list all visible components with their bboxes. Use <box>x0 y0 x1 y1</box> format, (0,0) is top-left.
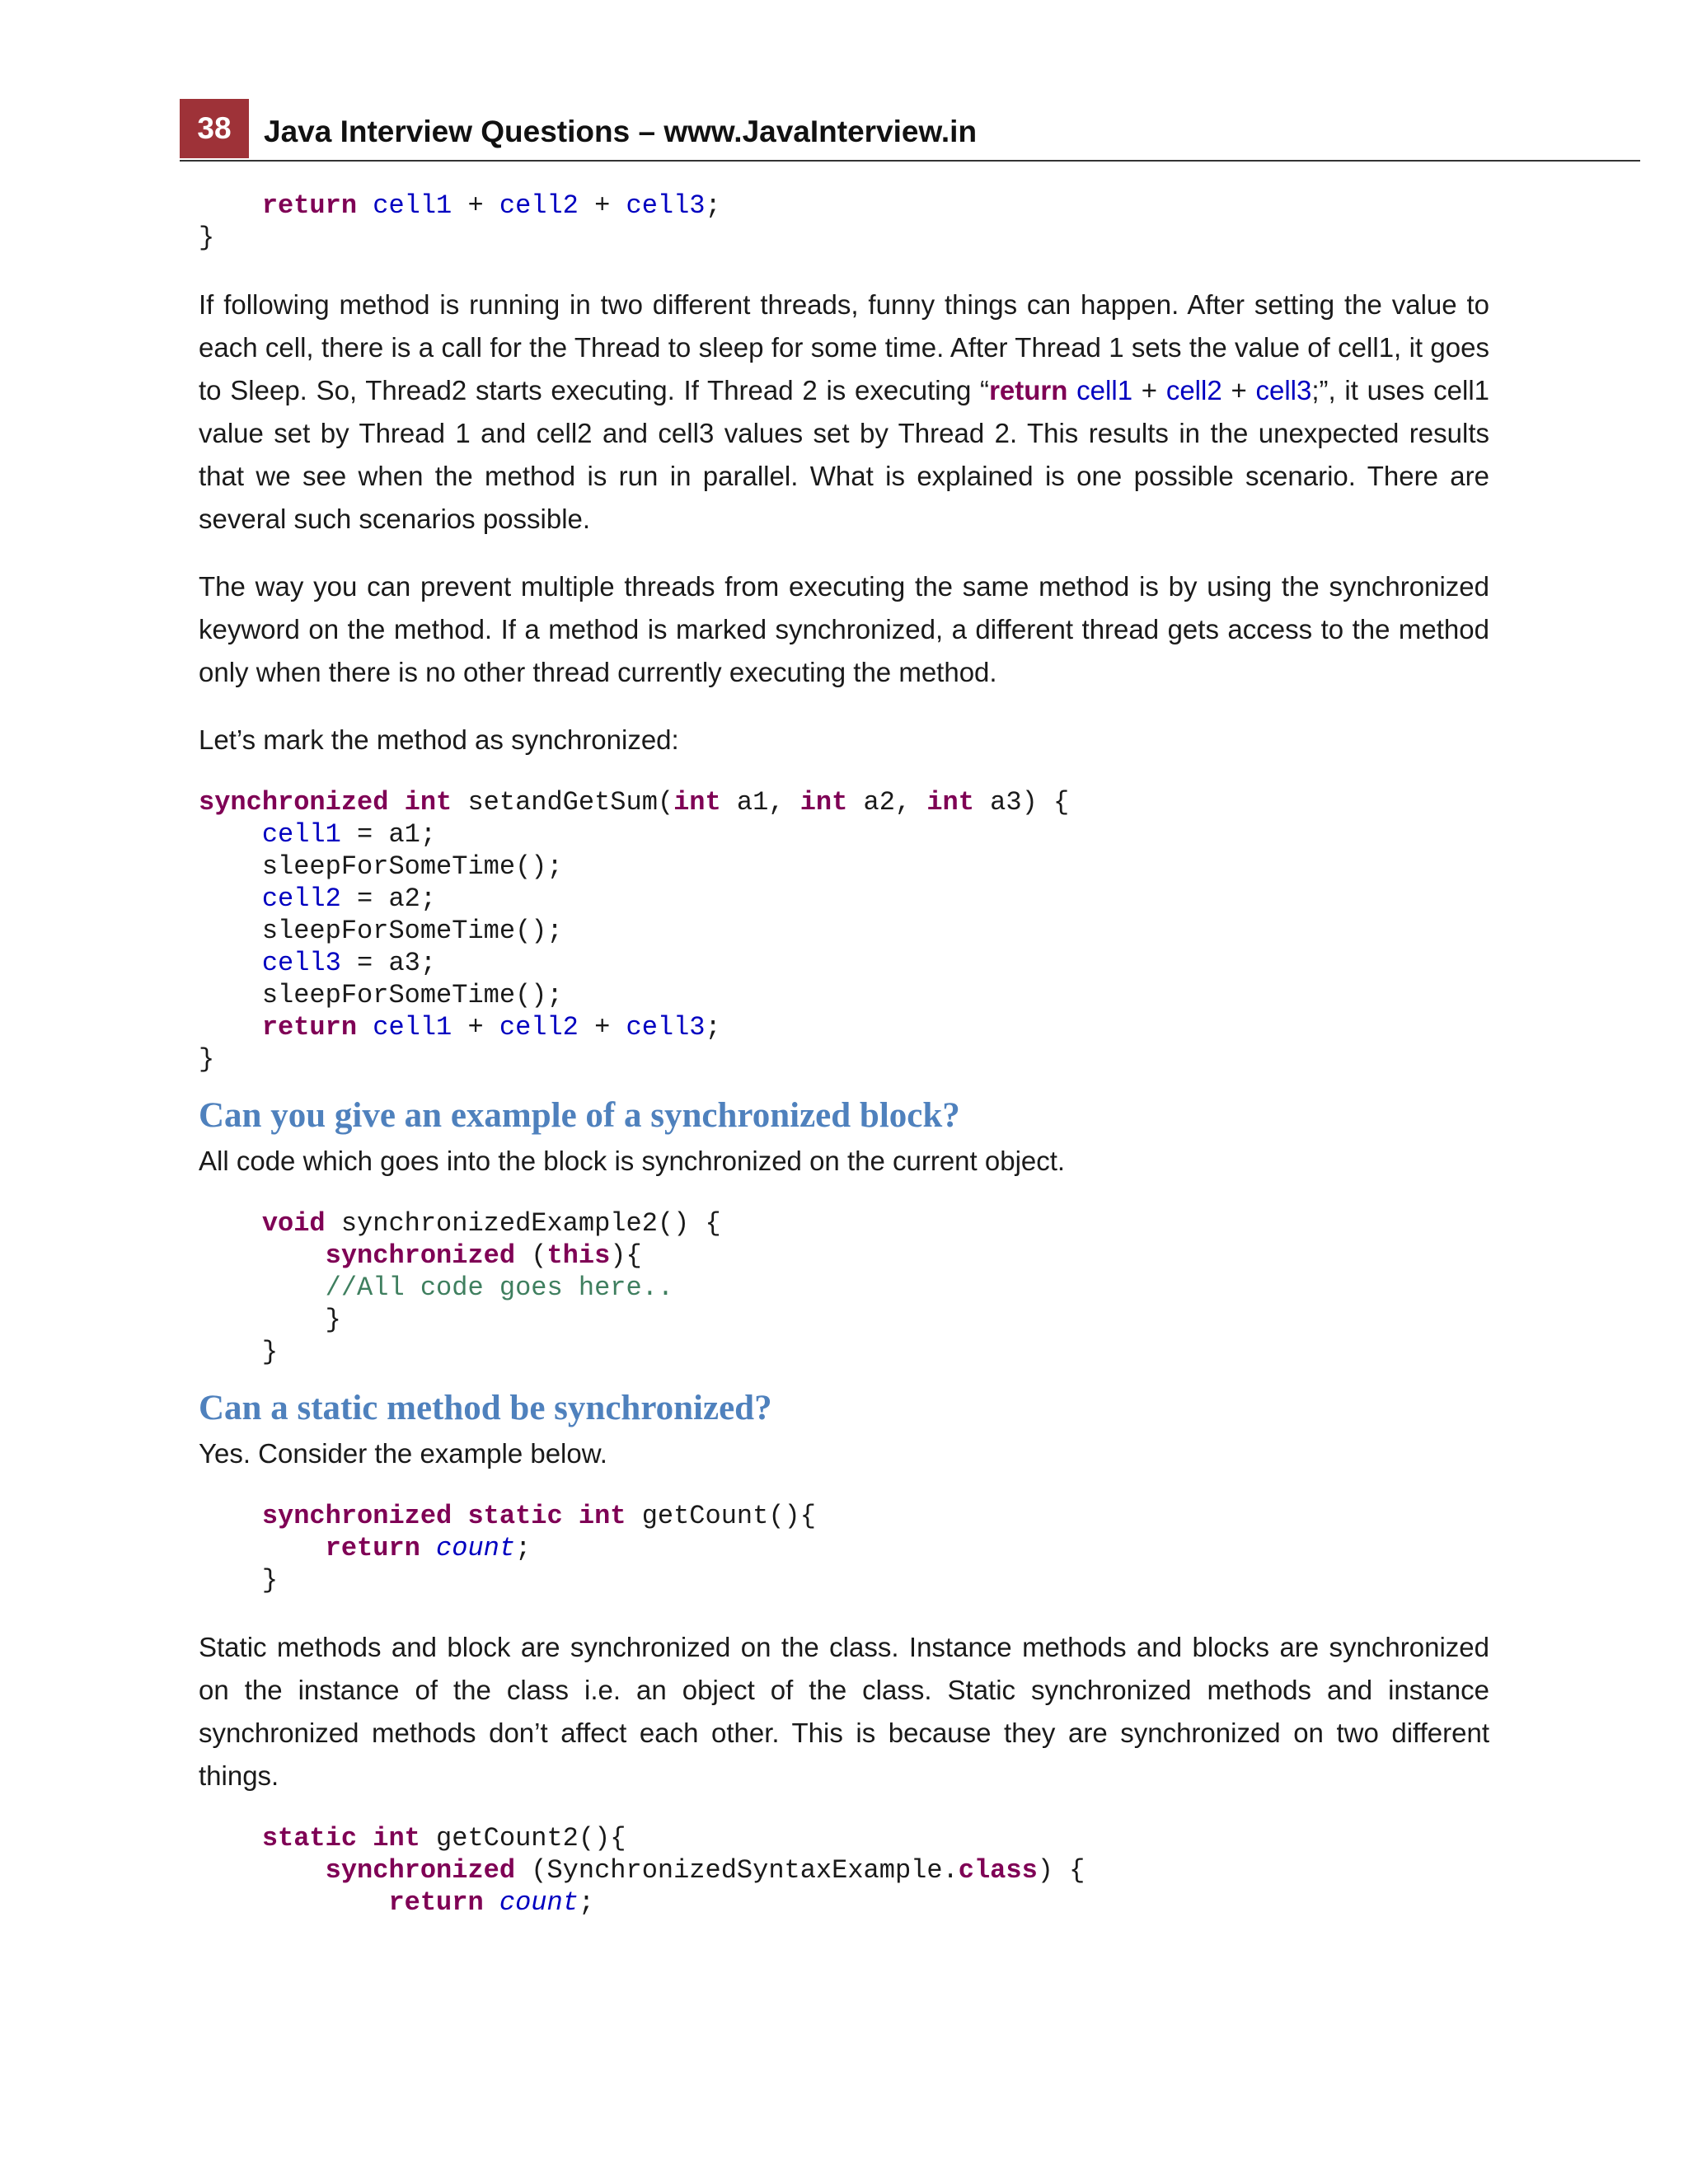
code-text: } <box>199 223 215 253</box>
code-text: ; <box>515 1533 532 1563</box>
code-field: cell3 <box>626 1012 706 1043</box>
code-keyword: static <box>467 1501 563 1531</box>
code-comment: //All code goes here.. <box>325 1272 674 1303</box>
code-keyword: int <box>926 787 974 818</box>
code-keyword: synchronized <box>325 1240 516 1271</box>
code-keyword: static <box>261 1823 358 1854</box>
code-text: sleepForSomeTime(); <box>261 980 563 1010</box>
code-text: ( <box>515 1240 547 1271</box>
code-field: cell2 <box>261 883 341 914</box>
code-keyword: return <box>261 190 358 221</box>
inline-keyword: return <box>989 375 1068 405</box>
code-text: a3) { <box>973 787 1070 818</box>
paragraph-block-description: All code which goes into the block is synchronized on the current object. <box>199 1146 1066 1176</box>
code-field: cell3 <box>626 190 706 221</box>
code-keyword: return <box>388 1887 484 1918</box>
code-text: synchronizedExample2() { <box>325 1208 721 1239</box>
code-snippet-synchronized-block <box>199 1207 1489 1368</box>
code-field: cell1 <box>261 819 341 850</box>
code-text: ) { <box>1037 1855 1085 1886</box>
code-text: (SynchronizedSyntaxExample. <box>515 1855 959 1886</box>
code-text: } <box>325 1305 341 1335</box>
code-text: ){ <box>610 1240 642 1271</box>
code-keyword: int <box>673 787 721 818</box>
code-keyword: this <box>546 1240 611 1271</box>
paragraph-space <box>1067 375 1076 405</box>
code-text: ; <box>705 1012 721 1043</box>
running-title: Java Interview Questions – www.JavaInterview.in <box>264 115 978 148</box>
paragraph-static-vs-instance: Static methods and block are synchronized on the class. Instance methods and blocks are synchronized on the instance of the class i.e. an object of the class. Static synchronized methods and instance synchronized methods don’t affect each other. This is because they are synchronized on two different things. <box>199 1632 1489 1791</box>
code-keyword: synchronized <box>199 787 389 818</box>
code-keyword: int <box>404 787 452 818</box>
page-header <box>180 99 1640 158</box>
code-keyword: return <box>325 1533 420 1563</box>
code-keyword: int <box>578 1501 626 1531</box>
code-text: getCount(){ <box>626 1501 816 1531</box>
code-text: = a3; <box>340 948 437 978</box>
code-static-field: count <box>436 1533 516 1563</box>
code-text: } <box>261 1337 279 1367</box>
page-number: 38 <box>180 99 249 158</box>
code-text: + <box>578 190 626 221</box>
code-snippet-getcount <box>199 1500 1489 1596</box>
paragraph-threads <box>199 284 1489 541</box>
paragraph-text: + <box>1132 375 1166 405</box>
paragraph-static-intro: Yes. Consider the example below. <box>199 1438 607 1469</box>
page-body <box>199 190 1489 1919</box>
code-text: ; <box>705 190 721 221</box>
code-field: cell1 <box>373 190 452 221</box>
code-field: cell3 <box>261 948 341 978</box>
code-text: sleepForSomeTime(); <box>261 851 563 882</box>
code-text: sleepForSomeTime(); <box>261 916 563 946</box>
section-heading-static-method: Can a static method be synchronized? <box>199 1389 772 1427</box>
inline-field: cell3 <box>1255 375 1312 405</box>
code-field: cell1 <box>373 1012 452 1043</box>
code-text: } <box>199 1044 215 1075</box>
code-keyword: synchronized <box>261 1501 452 1531</box>
code-snippet-getcount2 <box>199 1822 1489 1919</box>
code-keyword: class <box>958 1855 1038 1886</box>
code-keyword: synchronized <box>325 1855 516 1886</box>
code-text: setandGetSum( <box>452 787 674 818</box>
code-field: cell2 <box>499 1012 579 1043</box>
paragraph-synchronized-keyword: The way you can prevent multiple threads from executing the same method is by using the synchronized keyword on the method. If a method is marked synchronized, a different thread gets access to the method only when there is no other thread currently executing the method. <box>199 571 1489 687</box>
header-rule <box>180 160 1640 162</box>
paragraph-text: ;”, it uses cell1 value set by Thread 1 and cell2 and cell3 values set by Thread 2. This results in the unexpected results that we see when the method is run in parallel. What is explained is one possible scenario. There are several such scenarios possible. <box>199 375 1490 534</box>
code-text: = a2; <box>340 883 437 914</box>
section-heading-synchronized-block: Can you give an example of a synchronized block? <box>199 1096 960 1135</box>
code-keyword: void <box>261 1208 326 1239</box>
inline-field: cell2 <box>1165 375 1222 405</box>
paragraph-text: If following method is running in two different threads, funny things can happen. After setting the value to each cell, there is a call for the Thread to sleep for some time. After Thread 1 sets the value of cell1, it goes to Sleep. So, Thread2 starts executing. If Thread 2 is executing “ <box>199 289 1489 405</box>
code-text: + <box>452 1012 499 1043</box>
inline-field: cell1 <box>1076 375 1133 405</box>
code-text: a1, <box>720 787 800 818</box>
code-snippet-return <box>199 190 1489 254</box>
code-text: getCount2(){ <box>420 1823 626 1854</box>
code-text: + <box>578 1012 626 1043</box>
code-keyword: return <box>261 1012 358 1043</box>
code-text: + <box>452 190 499 221</box>
code-snippet-setandgetsum <box>199 786 1489 1076</box>
paragraph-mark-method: Let’s mark the method as synchronized: <box>199 724 679 755</box>
code-field: cell2 <box>499 190 579 221</box>
code-text: ; <box>578 1887 595 1918</box>
code-text: a2, <box>847 787 927 818</box>
code-text: = a1; <box>340 819 437 850</box>
paragraph-text: + <box>1221 375 1256 405</box>
code-text: } <box>261 1565 279 1596</box>
code-keyword: int <box>373 1823 420 1854</box>
code-keyword: int <box>799 787 848 818</box>
code-static-field: count <box>499 1887 579 1918</box>
